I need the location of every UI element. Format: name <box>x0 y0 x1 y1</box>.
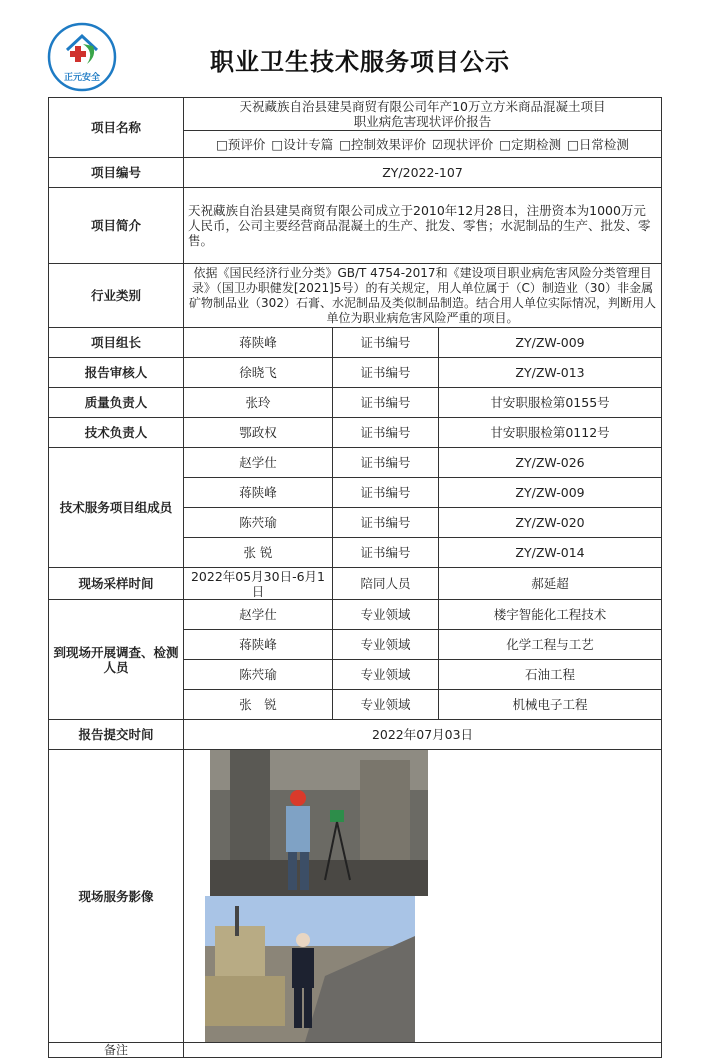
tech-cert-label: 证书编号 <box>333 418 439 448</box>
member-cert-label: 证书编号 <box>333 478 439 508</box>
tech-cert: 甘安职服检第0112号 <box>439 418 662 448</box>
label-quality: 质量负责人 <box>49 388 184 418</box>
site-photo-sampling <box>210 750 428 896</box>
option-pre-evaluation: □预评价 <box>216 136 266 152</box>
label-remark: 备注 <box>49 1043 184 1058</box>
member-name: 蒋陕峰 <box>184 478 333 508</box>
survey-field: 石油工程 <box>439 660 662 690</box>
survey-field-label: 专业领域 <box>333 660 439 690</box>
logo-text: 正元安全 <box>63 73 101 83</box>
sampling-date: 2022年05月30日-6月1日 <box>184 568 333 600</box>
leader-cert: ZY/ZW-009 <box>439 328 662 358</box>
survey-name: 赵学仕 <box>184 600 333 630</box>
member-cert: ZY/ZW-009 <box>439 478 662 508</box>
leader-name: 蒋陕峰 <box>184 328 333 358</box>
label-submit: 报告提交时间 <box>49 720 184 750</box>
photos-cell <box>184 750 662 1043</box>
escort-label: 陪同人员 <box>333 568 439 600</box>
label-photos: 现场服务影像 <box>49 750 184 1043</box>
survey-name: 陈茓瑜 <box>184 660 333 690</box>
survey-field: 化学工程与工艺 <box>439 630 662 660</box>
escort-name: 郝延超 <box>439 568 662 600</box>
project-no-value: ZY/2022-107 <box>184 158 662 188</box>
label-survey: 到现场开展调查、检测人员 <box>49 600 184 720</box>
survey-field: 楼宇智能化工程技术 <box>439 600 662 630</box>
evaluation-type-options <box>184 131 662 158</box>
quality-cert-label: 证书编号 <box>333 388 439 418</box>
label-members: 技术服务项目组成员 <box>49 448 184 568</box>
option-design: □设计专篇 <box>271 136 334 152</box>
option-control-effect: □控制效果评价 <box>339 136 427 152</box>
survey-field: 机械电子工程 <box>439 690 662 720</box>
project-name-value <box>184 98 662 131</box>
quality-name: 张玲 <box>184 388 333 418</box>
label-tech: 技术负责人 <box>49 418 184 448</box>
reviewer-name: 徐晓飞 <box>184 358 333 388</box>
site-photo-plant <box>205 896 415 1042</box>
member-cert-label: 证书编号 <box>333 508 439 538</box>
survey-field-label: 专业领域 <box>333 630 439 660</box>
label-sampling: 现场采样时间 <box>49 568 184 600</box>
member-cert: ZY/ZW-014 <box>439 538 662 568</box>
leader-cert-label: 证书编号 <box>333 328 439 358</box>
tech-name: 鄂政权 <box>184 418 333 448</box>
survey-field-label: 专业领域 <box>333 600 439 630</box>
member-cert: ZY/ZW-020 <box>439 508 662 538</box>
member-name: 赵学仕 <box>184 448 333 478</box>
survey-name: 蒋陕峰 <box>184 630 333 660</box>
project-table <box>48 97 662 1058</box>
survey-name: 张 锐 <box>184 690 333 720</box>
page-title: 职业卫生技术服务项目公示 <box>210 48 510 76</box>
reviewer-cert: ZY/ZW-013 <box>439 358 662 388</box>
project-name-line1: 天祝藏族自治县建昊商贸有限公司年产10万立方米商品混凝土项目 <box>239 99 606 114</box>
reviewer-cert-label: 证书编号 <box>333 358 439 388</box>
label-project-name: 项目名称 <box>49 98 184 158</box>
member-name: 陈茓瑜 <box>184 508 333 538</box>
intro-value: 天祝藏族自治县建昊商贸有限公司成立于2010年12月28日，注册资本为1000万元人民币，公司主要经营商品混凝土的生产、批发、零售；水泥制品的生产、批发、零售。 <box>184 188 662 264</box>
member-cert: ZY/ZW-026 <box>439 448 662 478</box>
member-cert-label: 证书编号 <box>333 448 439 478</box>
remark-value <box>184 1043 662 1058</box>
project-name-line2: 职业病危害现状评价报告 <box>353 114 492 129</box>
member-name: 张 锐 <box>184 538 333 568</box>
submit-date: 2022年07月03日 <box>184 720 662 750</box>
member-cert-label: 证书编号 <box>333 538 439 568</box>
label-reviewer: 报告审核人 <box>49 358 184 388</box>
option-periodic-test: □定期检测 <box>499 136 562 152</box>
survey-field-label: 专业领域 <box>333 690 439 720</box>
option-daily-test: □日常检测 <box>567 136 629 152</box>
industry-value: 依据《国民经济行业分类》GB/T 4754-2017和《建设项目职业病危害风险分类管理目录》（国卫办职健发[2021]5号）的有关规定，用人单位属于（C）制造业（30）非金属矿物制品业（302）石膏、水泥制品及类似制品制造。结合用人单位实际情况，判断用人单位为职业病危害风险严重的项目。 <box>184 264 662 328</box>
label-leader: 项目组长 <box>49 328 184 358</box>
label-industry: 行业类别 <box>49 264 184 328</box>
label-project-no: 项目编号 <box>49 158 184 188</box>
option-status-evaluation: ☑现状评价 <box>432 136 494 152</box>
quality-cert: 甘安职服检第0155号 <box>439 388 662 418</box>
label-intro: 项目简介 <box>49 188 184 264</box>
